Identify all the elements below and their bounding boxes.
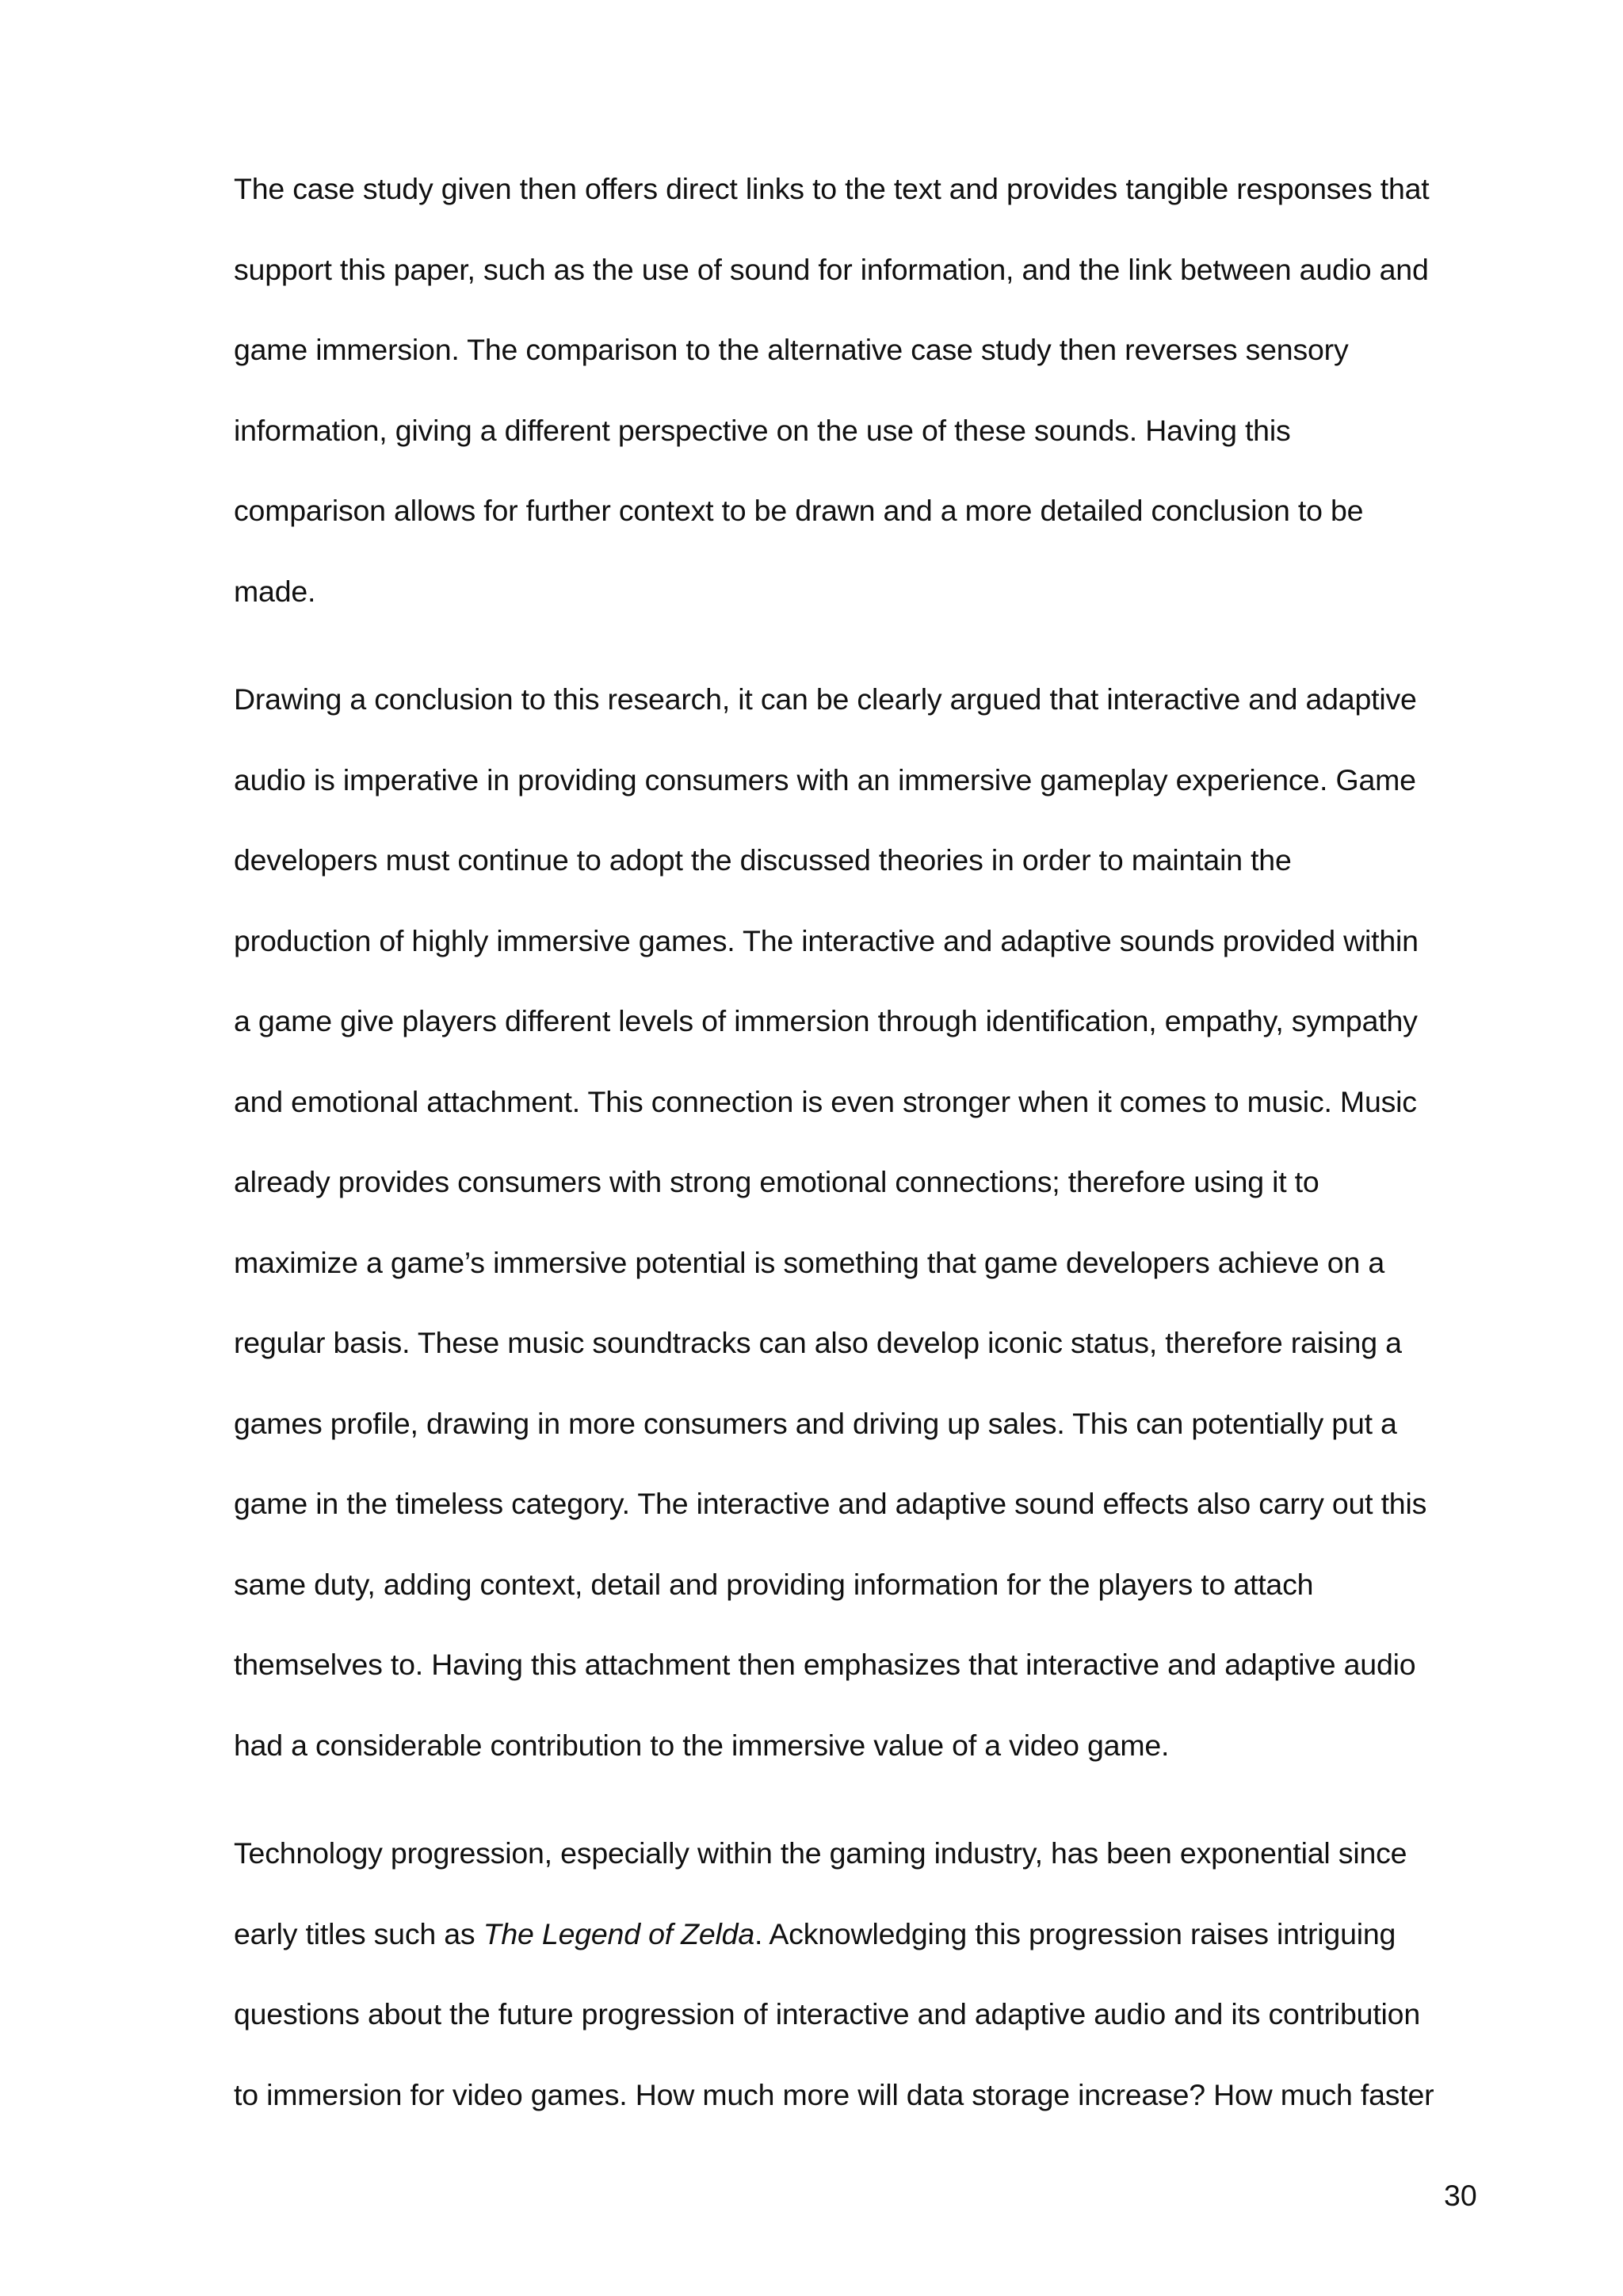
- text-line: made.: [234, 574, 316, 608]
- text-line: game in the timeless category. The interactive and adaptive sound effects also carry out this: [234, 1487, 1427, 1520]
- paragraph-2: [234, 659, 1502, 1786]
- text-line-with-title: [234, 1894, 1502, 1975]
- text-line: Technology progression, especially within the gaming industry, has been exponential since: [234, 1836, 1407, 1870]
- text-line: developers must continue to adopt the discussed theories in order to maintain the: [234, 843, 1292, 877]
- text-line: regular basis. These music soundtracks can also develop iconic status, therefore raising a: [234, 1326, 1402, 1359]
- text-line: game immersion. The comparison to the alternative case study then reverses sensory: [234, 333, 1349, 366]
- text-line: same duty, adding context, detail and providing information for the players to attach: [234, 1567, 1314, 1601]
- page-number: 30: [1444, 2179, 1477, 2212]
- text-line: games profile, drawing in more consumers and driving up sales. This can potentially put a: [234, 1406, 1397, 1440]
- text-line: The case study given then offers direct links to the text and provides tangible responses that: [234, 172, 1430, 205]
- paragraph-spacer: [234, 1786, 1502, 1813]
- text-line: themselves to. Having this attachment then emphasizes that interactive and adaptive audio: [234, 1648, 1416, 1681]
- text-line: and emotional attachment. This connection is even stronger when it comes to music. Music: [234, 1084, 1417, 1118]
- text-line: support this paper, such as the use of sound for information, and the link between audio and: [234, 252, 1429, 286]
- text-line: information, giving a different perspective on the use of these sounds. Having this: [234, 413, 1291, 447]
- text-line: a game give players different levels of immersion through identification, empathy, sympathy: [234, 1004, 1418, 1037]
- text-line: production of highly immersive games. The interactive and adaptive sounds provided within: [234, 923, 1419, 957]
- paragraph-spacer: [234, 632, 1502, 659]
- text-line: already provides consumers with strong emotional connections; therefore using it to: [234, 1165, 1319, 1198]
- paragraph-3: [234, 1813, 1502, 2135]
- text-line: questions about the future progression of interactive and adaptive audio and its contribution: [234, 1997, 1420, 2030]
- text-line: to immersion for video games. How much more will data storage increase? How much faster: [234, 2077, 1434, 2111]
- paragraph-1: [234, 149, 1502, 632]
- text-line: Drawing a conclusion to this research, it can be clearly argued that interactive and adaptive: [234, 682, 1417, 716]
- text-segment: early titles such as: [234, 1916, 483, 1950]
- text-line: audio is imperative in providing consumers with an immersive gameplay experience. Game: [234, 762, 1416, 797]
- game-title-italic: The Legend of Zelda: [483, 1916, 754, 1950]
- text-line: had a considerable contribution to the immersive value of a video game.: [234, 1728, 1170, 1762]
- body-text: [234, 149, 1502, 2135]
- text-line: comparison allows for further context to be drawn and a more detailed conclusion to be: [234, 494, 1364, 527]
- text-segment: . Acknowledging this progression raises intriguing: [754, 1916, 1396, 1950]
- text-line: maximize a game’s immersive potential is something that game developers achieve on a: [234, 1245, 1384, 1279]
